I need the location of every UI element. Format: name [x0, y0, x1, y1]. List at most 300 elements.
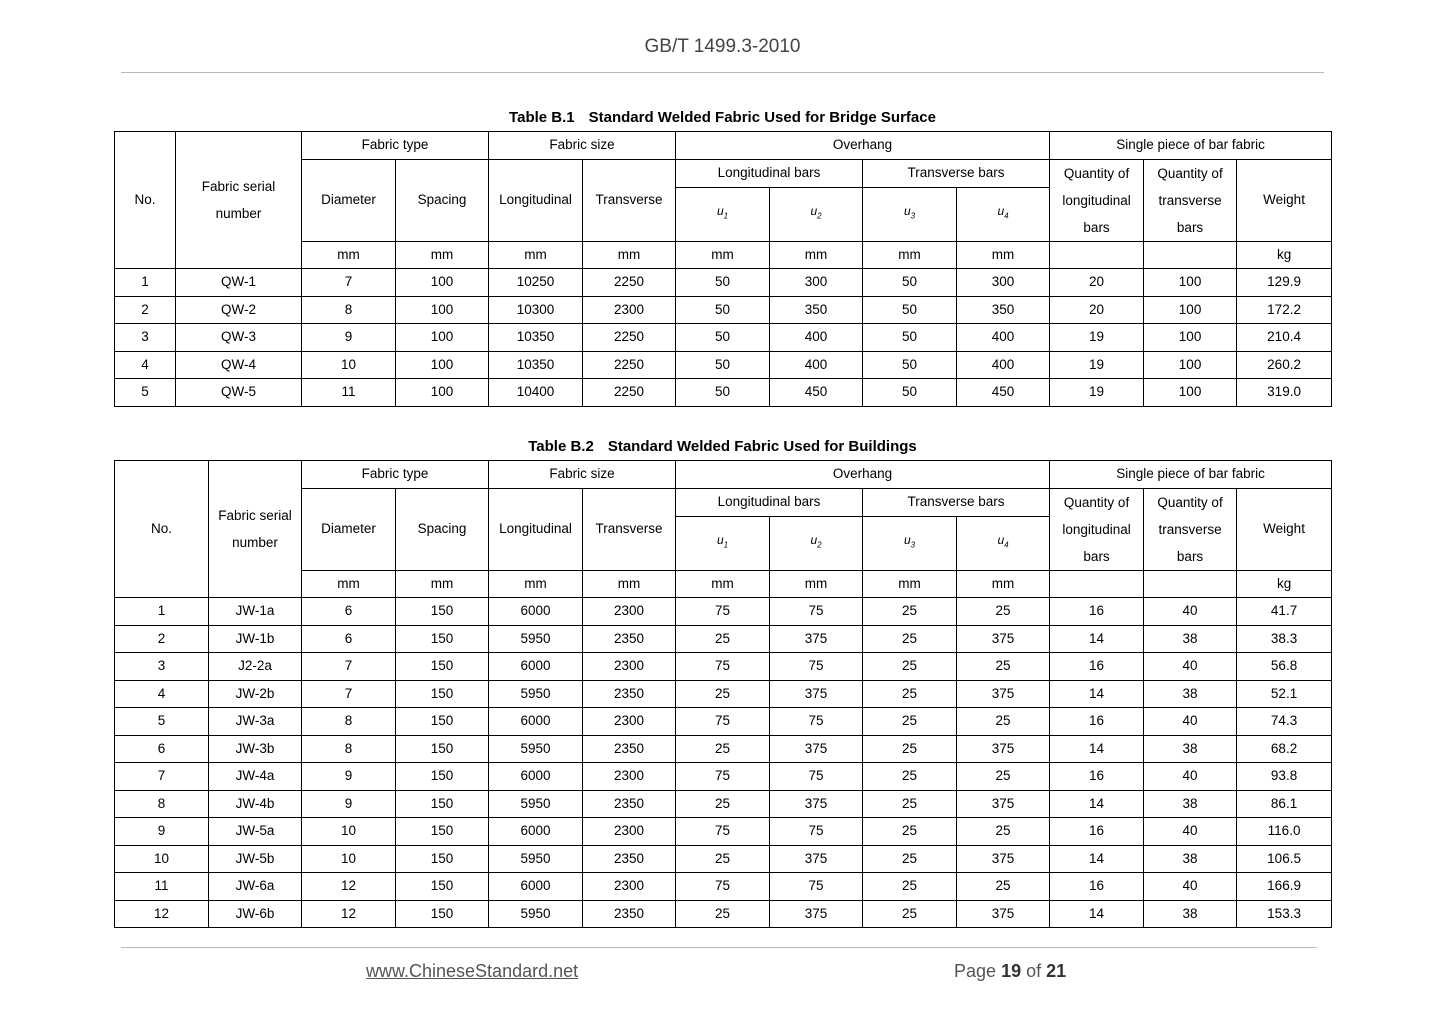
- table-cell: 40: [1144, 708, 1237, 736]
- col-header-longitudinal-bars: Longitudinal bars: [676, 488, 863, 516]
- table-row: [115, 873, 1332, 901]
- col-header-qty-transverse: Quantity of transverse bars: [1144, 488, 1237, 570]
- table-cell: QW-3: [176, 324, 302, 352]
- table-cell: 75: [676, 598, 770, 626]
- unit-weight: kg: [1237, 241, 1332, 269]
- table-cell: 50: [676, 296, 770, 324]
- page-indicator: [954, 961, 1066, 982]
- col-header-u3: $u_3$: [863, 187, 957, 241]
- table-cell: 375: [957, 735, 1050, 763]
- col-header-qty-transverse: Quantity of transverse bars: [1144, 159, 1237, 241]
- table-cell: 4: [115, 351, 176, 379]
- table-cell: 11: [302, 379, 396, 407]
- table-row: [115, 351, 1332, 379]
- col-header-weight: Weight: [1237, 488, 1332, 570]
- table-cell: 10: [302, 351, 396, 379]
- col-header-diameter: Diameter: [302, 488, 396, 570]
- table-cell: 6: [302, 625, 396, 653]
- unit-u3: mm: [863, 241, 957, 269]
- table-cell: 10300: [489, 296, 583, 324]
- table-row: [115, 379, 1332, 407]
- table-cell: 38.3: [1237, 625, 1332, 653]
- table-cell: 93.8: [1237, 763, 1332, 791]
- unit-qty-transverse: [1144, 241, 1237, 269]
- table-cell: 50: [676, 379, 770, 407]
- table-cell: 19: [1050, 324, 1144, 352]
- table-cell: JW-3a: [209, 708, 302, 736]
- col-header-transverse-bars: Transverse bars: [863, 159, 1050, 187]
- table-cell: 5950: [489, 845, 583, 873]
- table-cell: 10350: [489, 351, 583, 379]
- table-cell: JW-2b: [209, 680, 302, 708]
- table-cell: 25: [863, 680, 957, 708]
- table-cell: 150: [396, 790, 489, 818]
- table-cell: 153.3: [1237, 900, 1332, 928]
- table-cell: 210.4: [1237, 324, 1332, 352]
- table-cell: 25: [957, 653, 1050, 681]
- table-cell: 25: [957, 763, 1050, 791]
- table-cell: 50: [863, 296, 957, 324]
- table-cell: 25: [863, 900, 957, 928]
- table-cell: 75: [770, 873, 863, 901]
- table-cell: 2300: [583, 818, 676, 846]
- table-cell: JW-4b: [209, 790, 302, 818]
- table-cell: 16: [1050, 653, 1144, 681]
- table-b1: [114, 131, 1332, 407]
- page-word: Page: [954, 961, 997, 981]
- table-cell: 16: [1050, 763, 1144, 791]
- table-cell: 5950: [489, 735, 583, 763]
- table-cell: 7: [115, 763, 209, 791]
- table-cell: 50: [863, 379, 957, 407]
- table-cell: 75: [676, 763, 770, 791]
- table-b2-number: Table B.2: [528, 438, 594, 455]
- table-row: [115, 324, 1332, 352]
- table-cell: 2300: [583, 763, 676, 791]
- table-cell: 11: [115, 873, 209, 901]
- col-header-transverse: Transverse: [583, 159, 676, 241]
- table-cell: 2350: [583, 900, 676, 928]
- table-cell: QW-5: [176, 379, 302, 407]
- table-cell: 100: [1144, 269, 1237, 297]
- table-cell: 1: [115, 269, 176, 297]
- footer-divider: [121, 947, 1317, 948]
- unit-u2: mm: [770, 241, 863, 269]
- col-header-fabric-serial: Fabric serial number: [176, 132, 302, 269]
- table-cell: 2300: [583, 598, 676, 626]
- table-cell: 6: [302, 598, 396, 626]
- table-cell: 25: [676, 735, 770, 763]
- table-row: [115, 625, 1332, 653]
- header-divider: [121, 72, 1324, 73]
- table-cell: JW-5a: [209, 818, 302, 846]
- table-cell: 375: [770, 625, 863, 653]
- table-cell: QW-2: [176, 296, 302, 324]
- table-cell: 25: [863, 653, 957, 681]
- table-cell: 12: [115, 900, 209, 928]
- table-cell: 375: [957, 680, 1050, 708]
- table-cell: 75: [676, 653, 770, 681]
- table-cell: 16: [1050, 708, 1144, 736]
- page-total: 21: [1046, 961, 1067, 981]
- table-cell: 6000: [489, 818, 583, 846]
- col-header-fabric-type: Fabric type: [302, 461, 489, 489]
- table-cell: 375: [957, 625, 1050, 653]
- table-cell: 25: [863, 790, 957, 818]
- table-cell: 5950: [489, 680, 583, 708]
- table-cell: 25: [863, 708, 957, 736]
- col-header-u1: $u_1$: [676, 187, 770, 241]
- table-b2-title: Standard Welded Fabric Used for Buildings: [607, 438, 917, 455]
- table-cell: 400: [957, 351, 1050, 379]
- table-cell: JW-6b: [209, 900, 302, 928]
- col-header-fabric-type: Fabric type: [302, 132, 489, 160]
- table-row: [115, 735, 1332, 763]
- table-cell: 2350: [583, 625, 676, 653]
- table-cell: 150: [396, 735, 489, 763]
- table-cell: 40: [1144, 873, 1237, 901]
- table-cell: 20: [1050, 269, 1144, 297]
- col-header-overhang: Overhang: [676, 132, 1050, 160]
- table-cell: 6000: [489, 763, 583, 791]
- table-cell: JW-1b: [209, 625, 302, 653]
- table-cell: 9: [302, 790, 396, 818]
- table-cell: 375: [770, 900, 863, 928]
- col-header-fabric-size: Fabric size: [489, 132, 676, 160]
- unit-u3: mm: [863, 570, 957, 598]
- col-header-overhang: Overhang: [676, 461, 1050, 489]
- table-cell: JW-3b: [209, 735, 302, 763]
- col-header-longitudinal: Longitudinal: [489, 159, 583, 241]
- table-cell: 100: [396, 379, 489, 407]
- table-cell: 25: [676, 680, 770, 708]
- table-cell: 260.2: [1237, 351, 1332, 379]
- table-b2-body: [115, 598, 1332, 928]
- col-header-transverse: Transverse: [583, 488, 676, 570]
- table-cell: 10400: [489, 379, 583, 407]
- table-cell: QW-4: [176, 351, 302, 379]
- col-header-u2: $u_2$: [770, 516, 863, 570]
- table-cell: 56.8: [1237, 653, 1332, 681]
- col-header-fabric-size: Fabric size: [489, 461, 676, 489]
- table-cell: 50: [863, 351, 957, 379]
- table-cell: 5950: [489, 900, 583, 928]
- unit-longitudinal: mm: [489, 570, 583, 598]
- table-cell: 75: [676, 708, 770, 736]
- table-cell: 2250: [583, 351, 676, 379]
- table-cell: 75: [676, 818, 770, 846]
- table-cell: 19: [1050, 379, 1144, 407]
- table-cell: JW-6a: [209, 873, 302, 901]
- table-cell: 172.2: [1237, 296, 1332, 324]
- table-cell: 50: [676, 269, 770, 297]
- page-of: of: [1026, 961, 1042, 981]
- table-cell: 2300: [583, 653, 676, 681]
- table-cell: 14: [1050, 680, 1144, 708]
- table-cell: QW-1: [176, 269, 302, 297]
- table-cell: 166.9: [1237, 873, 1332, 901]
- table-cell: 400: [957, 324, 1050, 352]
- col-header-u4: $u_4$: [957, 516, 1050, 570]
- table-cell: 38: [1144, 845, 1237, 873]
- table-cell: 150: [396, 680, 489, 708]
- table-cell: 9: [302, 763, 396, 791]
- table-cell: 450: [957, 379, 1050, 407]
- table-cell: 25: [863, 625, 957, 653]
- unit-spacing: mm: [396, 241, 489, 269]
- table-cell: 2350: [583, 790, 676, 818]
- col-header-diameter: Diameter: [302, 159, 396, 241]
- table-cell: 375: [770, 790, 863, 818]
- table-cell: 375: [957, 900, 1050, 928]
- table-cell: 375: [770, 680, 863, 708]
- table-cell: 25: [863, 763, 957, 791]
- table-row: [115, 900, 1332, 928]
- table-cell: 25: [957, 708, 1050, 736]
- table-cell: 150: [396, 873, 489, 901]
- table-cell: 5950: [489, 790, 583, 818]
- table-cell: 12: [302, 873, 396, 901]
- table-row: [115, 845, 1332, 873]
- table-cell: 300: [770, 269, 863, 297]
- table-cell: 38: [1144, 735, 1237, 763]
- table-cell: 400: [770, 324, 863, 352]
- table-cell: 375: [770, 845, 863, 873]
- table-cell: 6000: [489, 653, 583, 681]
- table-cell: 2350: [583, 845, 676, 873]
- table-cell: 40: [1144, 763, 1237, 791]
- table-cell: 68.2: [1237, 735, 1332, 763]
- unit-weight: kg: [1237, 570, 1332, 598]
- table-b1-number: Table B.1: [509, 109, 575, 126]
- table-cell: 150: [396, 845, 489, 873]
- col-header-u3: $u_3$: [863, 516, 957, 570]
- table-b1-body: [115, 269, 1332, 407]
- table-cell: 100: [1144, 296, 1237, 324]
- table-cell: 52.1: [1237, 680, 1332, 708]
- table-cell: 25: [676, 790, 770, 818]
- table-cell: 8: [302, 708, 396, 736]
- table-cell: 8: [302, 735, 396, 763]
- table-cell: 2350: [583, 680, 676, 708]
- table-cell: 75: [770, 708, 863, 736]
- table-cell: 2: [115, 296, 176, 324]
- table-cell: 2250: [583, 269, 676, 297]
- table-cell: 100: [396, 351, 489, 379]
- unit-u1: mm: [676, 241, 770, 269]
- table-cell: 25: [863, 845, 957, 873]
- table-cell: 375: [957, 790, 1050, 818]
- table-b2-header: [115, 461, 1332, 598]
- table-cell: JW-5b: [209, 845, 302, 873]
- unit-transverse: mm: [583, 570, 676, 598]
- table-cell: 12: [302, 900, 396, 928]
- table-cell: 1: [115, 598, 209, 626]
- table-cell: 16: [1050, 818, 1144, 846]
- table-cell: 350: [957, 296, 1050, 324]
- table-cell: 4: [115, 680, 209, 708]
- table-row: [115, 296, 1332, 324]
- table-cell: 5: [115, 379, 176, 407]
- table-cell: 14: [1050, 900, 1144, 928]
- table-cell: 9: [302, 324, 396, 352]
- table-cell: 50: [863, 324, 957, 352]
- table-cell: 450: [770, 379, 863, 407]
- table-cell: JW-4a: [209, 763, 302, 791]
- unit-u4: mm: [957, 241, 1050, 269]
- table-b1-caption: [0, 109, 1445, 126]
- table-cell: 3: [115, 653, 209, 681]
- table-cell: 150: [396, 900, 489, 928]
- table-row: [115, 653, 1332, 681]
- table-cell: 150: [396, 763, 489, 791]
- table-cell: 25: [863, 735, 957, 763]
- table-cell: 8: [302, 296, 396, 324]
- col-header-u2: $u_2$: [770, 187, 863, 241]
- table-cell: 150: [396, 598, 489, 626]
- table-cell: 7: [302, 269, 396, 297]
- col-header-qty-longitudinal: Quantity of longitudinal bars: [1050, 159, 1144, 241]
- col-header-weight: Weight: [1237, 159, 1332, 241]
- table-cell: 400: [770, 351, 863, 379]
- col-header-longitudinal-bars: Longitudinal bars: [676, 159, 863, 187]
- table-cell: 7: [302, 653, 396, 681]
- table-cell: 10: [115, 845, 209, 873]
- unit-diameter: mm: [302, 570, 396, 598]
- table-cell: 2300: [583, 708, 676, 736]
- unit-u1: mm: [676, 570, 770, 598]
- unit-qty-longitudinal: [1050, 241, 1144, 269]
- table-cell: 50: [676, 324, 770, 352]
- table-cell: 6000: [489, 708, 583, 736]
- table-cell: 150: [396, 818, 489, 846]
- table-cell: 5: [115, 708, 209, 736]
- table-cell: 100: [1144, 324, 1237, 352]
- table-row: [115, 818, 1332, 846]
- table-cell: 14: [1050, 790, 1144, 818]
- table-cell: 150: [396, 653, 489, 681]
- table-cell: 25: [863, 598, 957, 626]
- unit-transverse: mm: [583, 241, 676, 269]
- table-cell: 300: [957, 269, 1050, 297]
- unit-qty-longitudinal: [1050, 570, 1144, 598]
- unit-longitudinal: mm: [489, 241, 583, 269]
- table-cell: 2350: [583, 735, 676, 763]
- table-cell: 38: [1144, 790, 1237, 818]
- table-cell: 150: [396, 625, 489, 653]
- table-cell: 14: [1050, 625, 1144, 653]
- table-cell: 106.5: [1237, 845, 1332, 873]
- table-b1-header: [115, 132, 1332, 269]
- table-cell: 16: [1050, 598, 1144, 626]
- table-cell: 25: [676, 845, 770, 873]
- table-cell: 2300: [583, 296, 676, 324]
- table-cell: 100: [1144, 379, 1237, 407]
- table-cell: 8: [115, 790, 209, 818]
- table-cell: 38: [1144, 900, 1237, 928]
- col-header-single-piece: Single piece of bar fabric: [1050, 132, 1332, 160]
- table-cell: 75: [676, 873, 770, 901]
- table-cell: 116.0: [1237, 818, 1332, 846]
- table-cell: 100: [396, 269, 489, 297]
- table-cell: 9: [115, 818, 209, 846]
- table-cell: 14: [1050, 845, 1144, 873]
- table-cell: 38: [1144, 680, 1237, 708]
- table-cell: 10: [302, 845, 396, 873]
- table-b2-caption: [0, 438, 1445, 455]
- table-cell: 40: [1144, 598, 1237, 626]
- table-cell: 50: [676, 351, 770, 379]
- table-cell: 2250: [583, 379, 676, 407]
- table-cell: 100: [1144, 351, 1237, 379]
- page-current: 19: [1001, 961, 1022, 981]
- table-cell: 16: [1050, 873, 1144, 901]
- table-cell: 25: [957, 598, 1050, 626]
- table-cell: 40: [1144, 818, 1237, 846]
- table-cell: 2300: [583, 873, 676, 901]
- table-cell: 2: [115, 625, 209, 653]
- table-cell: 6000: [489, 873, 583, 901]
- table-cell: 350: [770, 296, 863, 324]
- table-cell: 20: [1050, 296, 1144, 324]
- table-cell: 75: [770, 763, 863, 791]
- table-cell: 25: [957, 818, 1050, 846]
- col-header-u4: $u_4$: [957, 187, 1050, 241]
- table-cell: 129.9: [1237, 269, 1332, 297]
- table-cell: 319.0: [1237, 379, 1332, 407]
- table-cell: 375: [957, 845, 1050, 873]
- table-cell: 75: [770, 653, 863, 681]
- col-header-spacing: Spacing: [396, 488, 489, 570]
- table-b2: [114, 460, 1332, 928]
- table-cell: 6000: [489, 598, 583, 626]
- table-row: [115, 708, 1332, 736]
- table-cell: 25: [676, 900, 770, 928]
- col-header-spacing: Spacing: [396, 159, 489, 241]
- table-cell: 10: [302, 818, 396, 846]
- website-link[interactable]: www.ChineseStandard.net: [366, 961, 579, 981]
- col-header-no: No.: [115, 132, 176, 269]
- table-cell: 100: [396, 324, 489, 352]
- table-cell: 7: [302, 680, 396, 708]
- col-header-single-piece: Single piece of bar fabric: [1050, 461, 1332, 489]
- table-cell: 10350: [489, 324, 583, 352]
- col-header-no: No.: [115, 461, 209, 598]
- table-cell: 25: [863, 873, 957, 901]
- table-row: [115, 598, 1332, 626]
- unit-diameter: mm: [302, 241, 396, 269]
- col-header-transverse-bars: Transverse bars: [863, 488, 1050, 516]
- table-cell: 25: [863, 818, 957, 846]
- table-row: [115, 680, 1332, 708]
- table-cell: 41.7: [1237, 598, 1332, 626]
- table-row: [115, 763, 1332, 791]
- table-cell: 2250: [583, 324, 676, 352]
- unit-spacing: mm: [396, 570, 489, 598]
- table-cell: 6: [115, 735, 209, 763]
- table-cell: 75: [770, 818, 863, 846]
- table-cell: 3: [115, 324, 176, 352]
- table-cell: J2-2a: [209, 653, 302, 681]
- table-cell: 19: [1050, 351, 1144, 379]
- table-cell: 86.1: [1237, 790, 1332, 818]
- table-cell: 150: [396, 708, 489, 736]
- table-cell: 100: [396, 296, 489, 324]
- table-cell: 40: [1144, 653, 1237, 681]
- table-row: [115, 269, 1332, 297]
- table-cell: 38: [1144, 625, 1237, 653]
- col-header-longitudinal: Longitudinal: [489, 488, 583, 570]
